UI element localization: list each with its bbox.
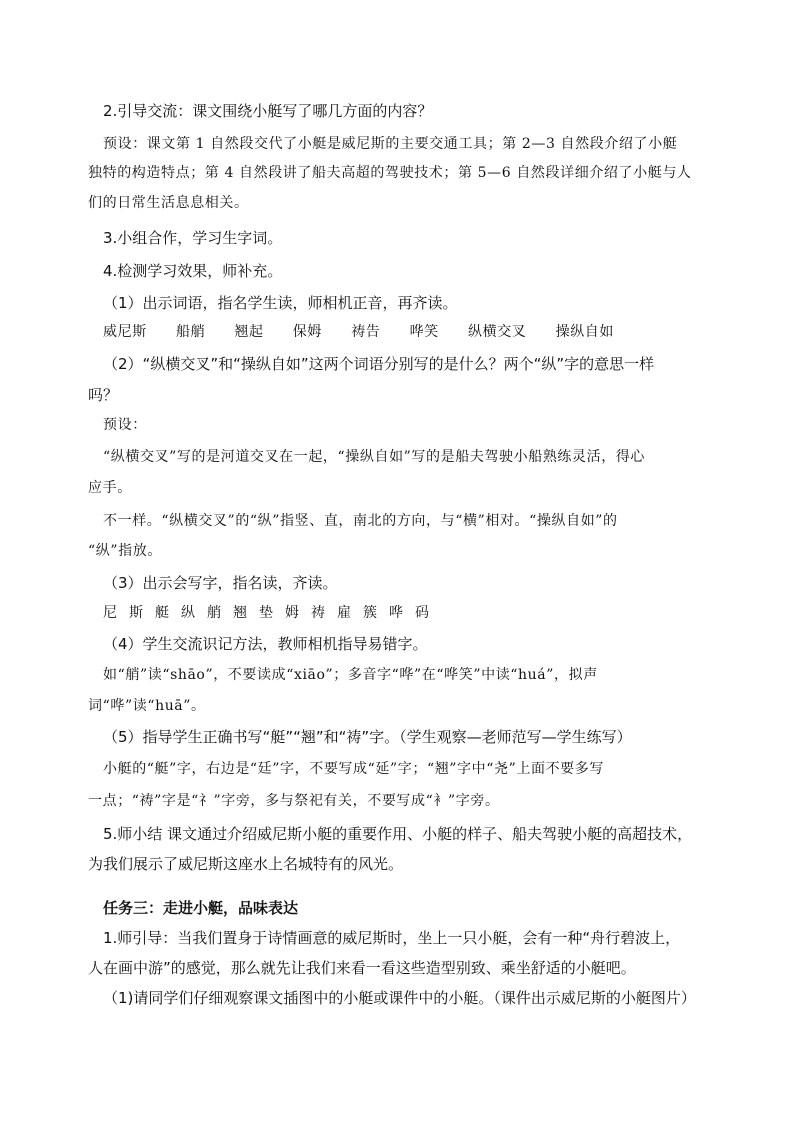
task-3-line-3: （1)请同学们仔细观察课文插图中的小艇或课件中的小艇。（课件出示威尼斯的小艇图片）: [103, 989, 696, 1007]
task-3-line-1: 1.师引导：当我们置身于诗情画意的威尼斯时，坐上一只小艇，会有一种“舟行碧波上，: [103, 929, 681, 947]
writing-tips-line-2: 一点；“祷”字是“礻”字旁，多与祭祀有关，不要写成“衤”字旁。: [88, 793, 500, 809]
answer-line-1: “纵横交叉”写的是河道交叉在一起，“操纵自如”写的是船夫驾驶小船熟练灵活，得心: [103, 449, 646, 465]
sub-step-4: （4）学生交流识记方法，教师相机指导易错字。: [103, 635, 428, 653]
answer-line-3: 不一样。“纵横交叉”的“纵”指竖、直，南北的方向，与“横”相对。“操纵自如”的: [103, 513, 618, 529]
sub-step-1: （1）出示词语，指名学生读，师相机正音，再齐读。: [103, 294, 458, 312]
task-3-heading: 任务三：走进小艇，品味表达: [103, 899, 299, 917]
answer-line-2: 应手。: [88, 480, 132, 496]
sub-step-3: （3）出示会写字，指名读，齐读。: [103, 574, 338, 592]
task-3-line-2: 人在画中游”的感觉，那么就先让我们来看一看这些造型别致、乘坐舒适的小艇吧。: [88, 959, 636, 977]
sub-step-2-line-2: 吗？: [88, 386, 119, 404]
preset-line-3: 们的日常生活息息相关。: [88, 195, 249, 211]
pronunciation-line-1: 如“艄”读“shāo”，不要读成“xiāo”；多音字“哗”在“哗笑”中读“huá”，拟声: [103, 667, 598, 683]
sub-step-2-line-1: （2）“纵横交叉”和“操纵自如”这两个词语分别写的是什么？两个“纵”字的意思一样: [103, 355, 655, 373]
writing-characters: 尼斯艇纵艄翘垫姆祷雇簇哗码: [103, 605, 441, 621]
preset-line-2: 独特的构造特点；第 4 自然段讲了船夫高超的驾驶技术；第 5—6 自然段详细介绍了小艇与人: [88, 165, 692, 181]
writing-tips-line-1: 小艇的“艇”字，右边是“廷”字，不要写成“延”字；“翘”字中“尧”上面不要多写: [103, 761, 604, 777]
summary-line-2: 为我们展示了威尼斯这座水上名城特有的风光。: [88, 855, 404, 873]
step-2-heading: 2.引导交流：课文围绕小艇写了哪几方面的内容？: [103, 102, 433, 120]
preset-line-1: 预设：课文第 1 自然段交代了小艇是威尼斯的主要交通工具；第 2—3 自然段介绍了小艇: [103, 136, 678, 152]
summary-line-1: 5.师小结 课文通过介绍威尼斯小艇的重要作用、小艇的样子、船夫驾驶小艇的高超技术，: [103, 825, 693, 843]
step-3-heading: 3.小组合作，学习生字词。: [103, 229, 283, 247]
preset-label: 预设：: [103, 417, 147, 433]
step-4-heading: 4.检测学习效果，师补充。: [103, 262, 283, 280]
pronunciation-line-2: 词“哗”读“huā”。: [88, 698, 206, 714]
vocabulary-words: 威尼斯 船艄 翘起 保姆 祷告 哗笑 纵横交叉 操纵自如: [103, 324, 614, 340]
answer-line-4: “纵”指放。: [88, 543, 162, 559]
sub-step-5: （5）指导学生正确书写“艇”“翘”和“祷”字。（学生观察—老师范写—学生练写）: [103, 728, 632, 746]
